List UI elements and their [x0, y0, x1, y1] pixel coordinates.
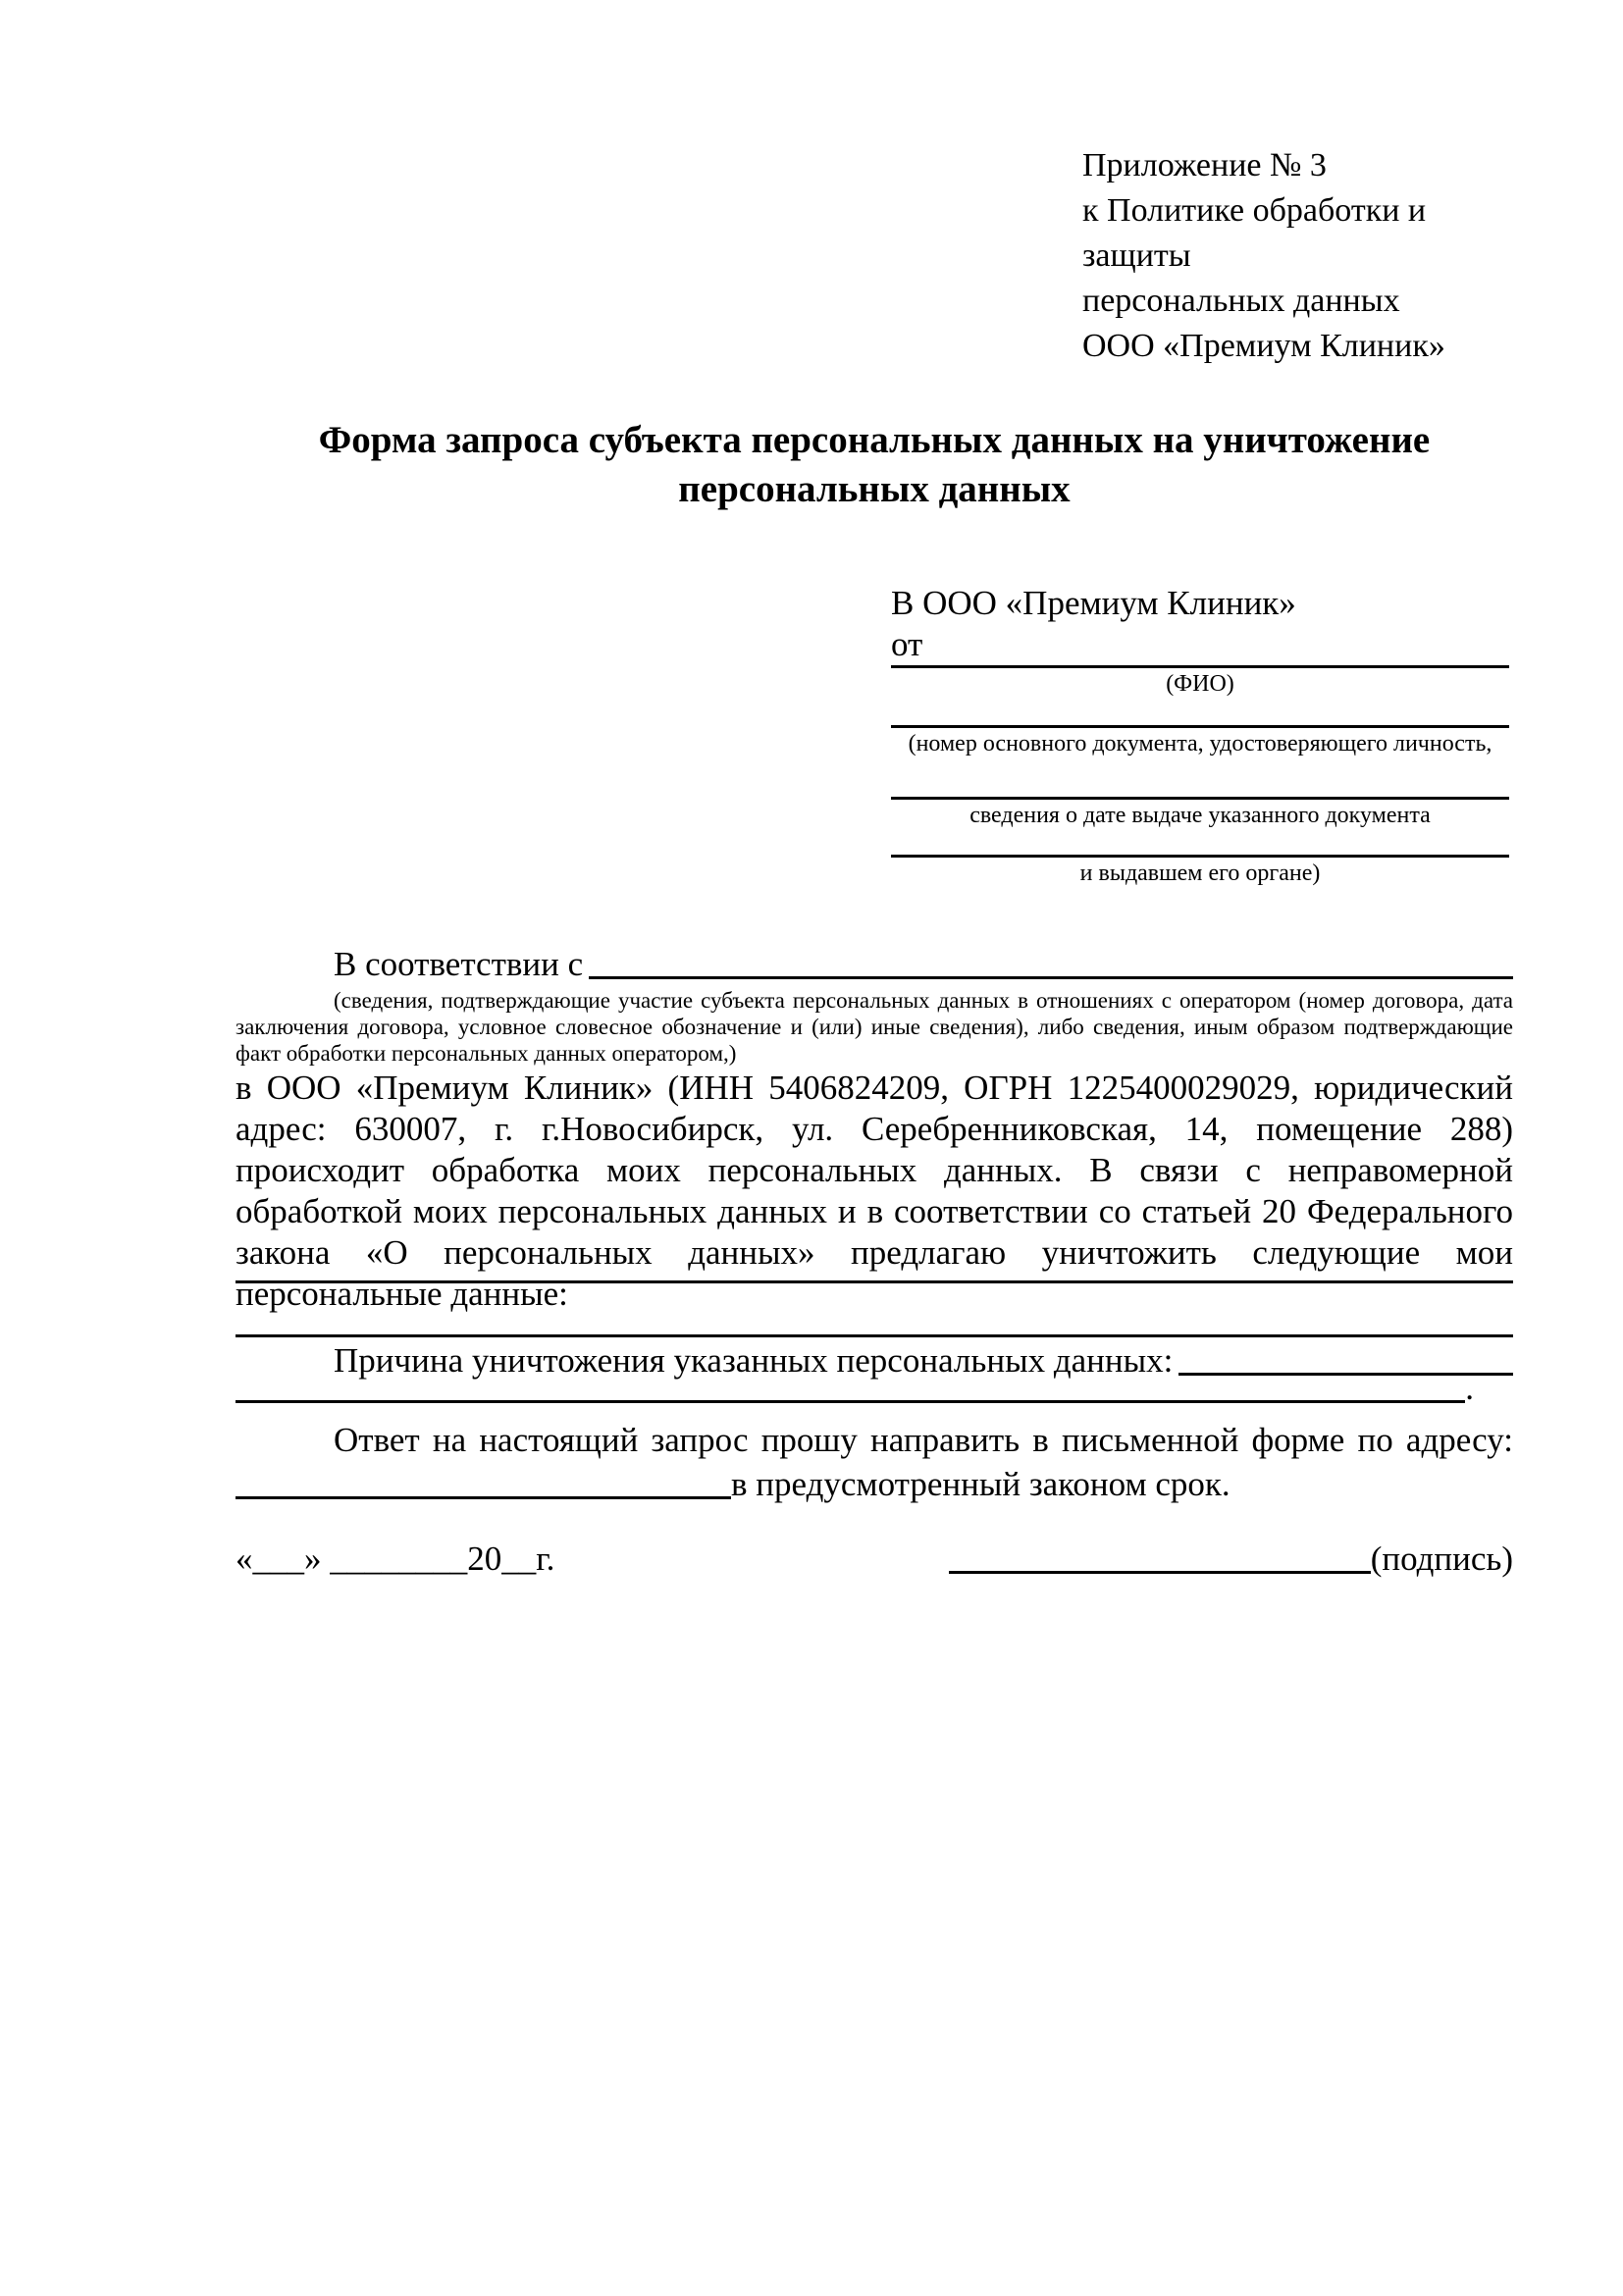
blank-line-2 — [236, 1334, 1513, 1337]
reason-label: Причина уничтожения указанных персональных данных: — [334, 1341, 1174, 1380]
reason-continuation-row — [236, 1368, 1474, 1409]
appendix-note — [1082, 143, 1534, 369]
date-placeholder: «___» ________20__г. — [236, 1539, 555, 1578]
fio-caption: (ФИО) — [1166, 671, 1234, 697]
issuing-authority-field-line — [891, 855, 1509, 858]
field-gap — [891, 698, 1509, 725]
id-document-caption: (номер основного документа, удостоверяющего личность, — [908, 731, 1492, 757]
period-mark: . — [1465, 1369, 1474, 1407]
blank-line-1 — [236, 1280, 1513, 1283]
appendix-line: к Политике обработки и защиты — [1082, 192, 1427, 274]
appendix-line: персональных данных — [1082, 283, 1400, 319]
accordance-row — [236, 944, 1513, 985]
addressee-from-label: от — [891, 625, 923, 663]
page-title: Форма запроса субъекта персональных данных на уничтожение персональных данных — [318, 419, 1431, 510]
issuing-authority-caption: и выдавшем его органе) — [1079, 861, 1321, 886]
answer-block — [236, 1419, 1513, 1505]
answer-address-row — [236, 1462, 1513, 1505]
signature-row — [236, 1537, 1513, 1580]
signature-caption: (подпись) — [1370, 1539, 1513, 1578]
accordance-label: В соответствии с — [334, 945, 584, 983]
answer-tail: в предусмотренный законом срок. — [731, 1465, 1230, 1503]
address-fill-line — [236, 1496, 731, 1499]
accordance-note: (сведения, подтверждающие участие субъекта персональных данных в отношениях с оператором (номер договора, дата заключения договора, условное словесное обозначение и (или) иные сведения), либо сведения, иным образом подтверждающие факт обработки персональных данных оператором,) — [236, 988, 1513, 1066]
id-document-field-line — [891, 725, 1509, 728]
addressee-block — [891, 583, 1509, 887]
fio-field-line — [891, 665, 1509, 668]
field-gap — [891, 829, 1509, 855]
appendix-line: ООО «Премиум Клиник» — [1082, 328, 1445, 364]
answer-request: Ответ на настоящий запрос прошу направить в письменной форме по адресу: — [334, 1421, 1513, 1459]
main-paragraph: в ООО «Премиум Клиник» (ИНН 5406824209, ОГРН 1225400029029, юридический адрес: 630007, г. г.Новосибирск, ул. Серебренниковская, 14, помещение 288) происходит обработка моих персональных данных. В связи с неправомерной обработкой моих персональных данных и в соответствии со статьей 20 Федерального закона «О персональных данных» предлагаю уничтожить следующие мои персональные данные: — [236, 1069, 1513, 1313]
accordance-fill-line — [589, 976, 1513, 979]
signature-line — [949, 1571, 1371, 1574]
field-gap — [891, 757, 1509, 797]
signature-group — [949, 1539, 1513, 1580]
appendix-line: Приложение № 3 — [1082, 147, 1327, 183]
issue-date-caption: сведения о дате выдаче указанного документа — [969, 803, 1431, 828]
addressee-to: В ООО «Премиум Клиник» — [891, 584, 1296, 622]
reason-line-2 — [236, 1400, 1465, 1403]
issue-date-field-line — [891, 797, 1509, 800]
